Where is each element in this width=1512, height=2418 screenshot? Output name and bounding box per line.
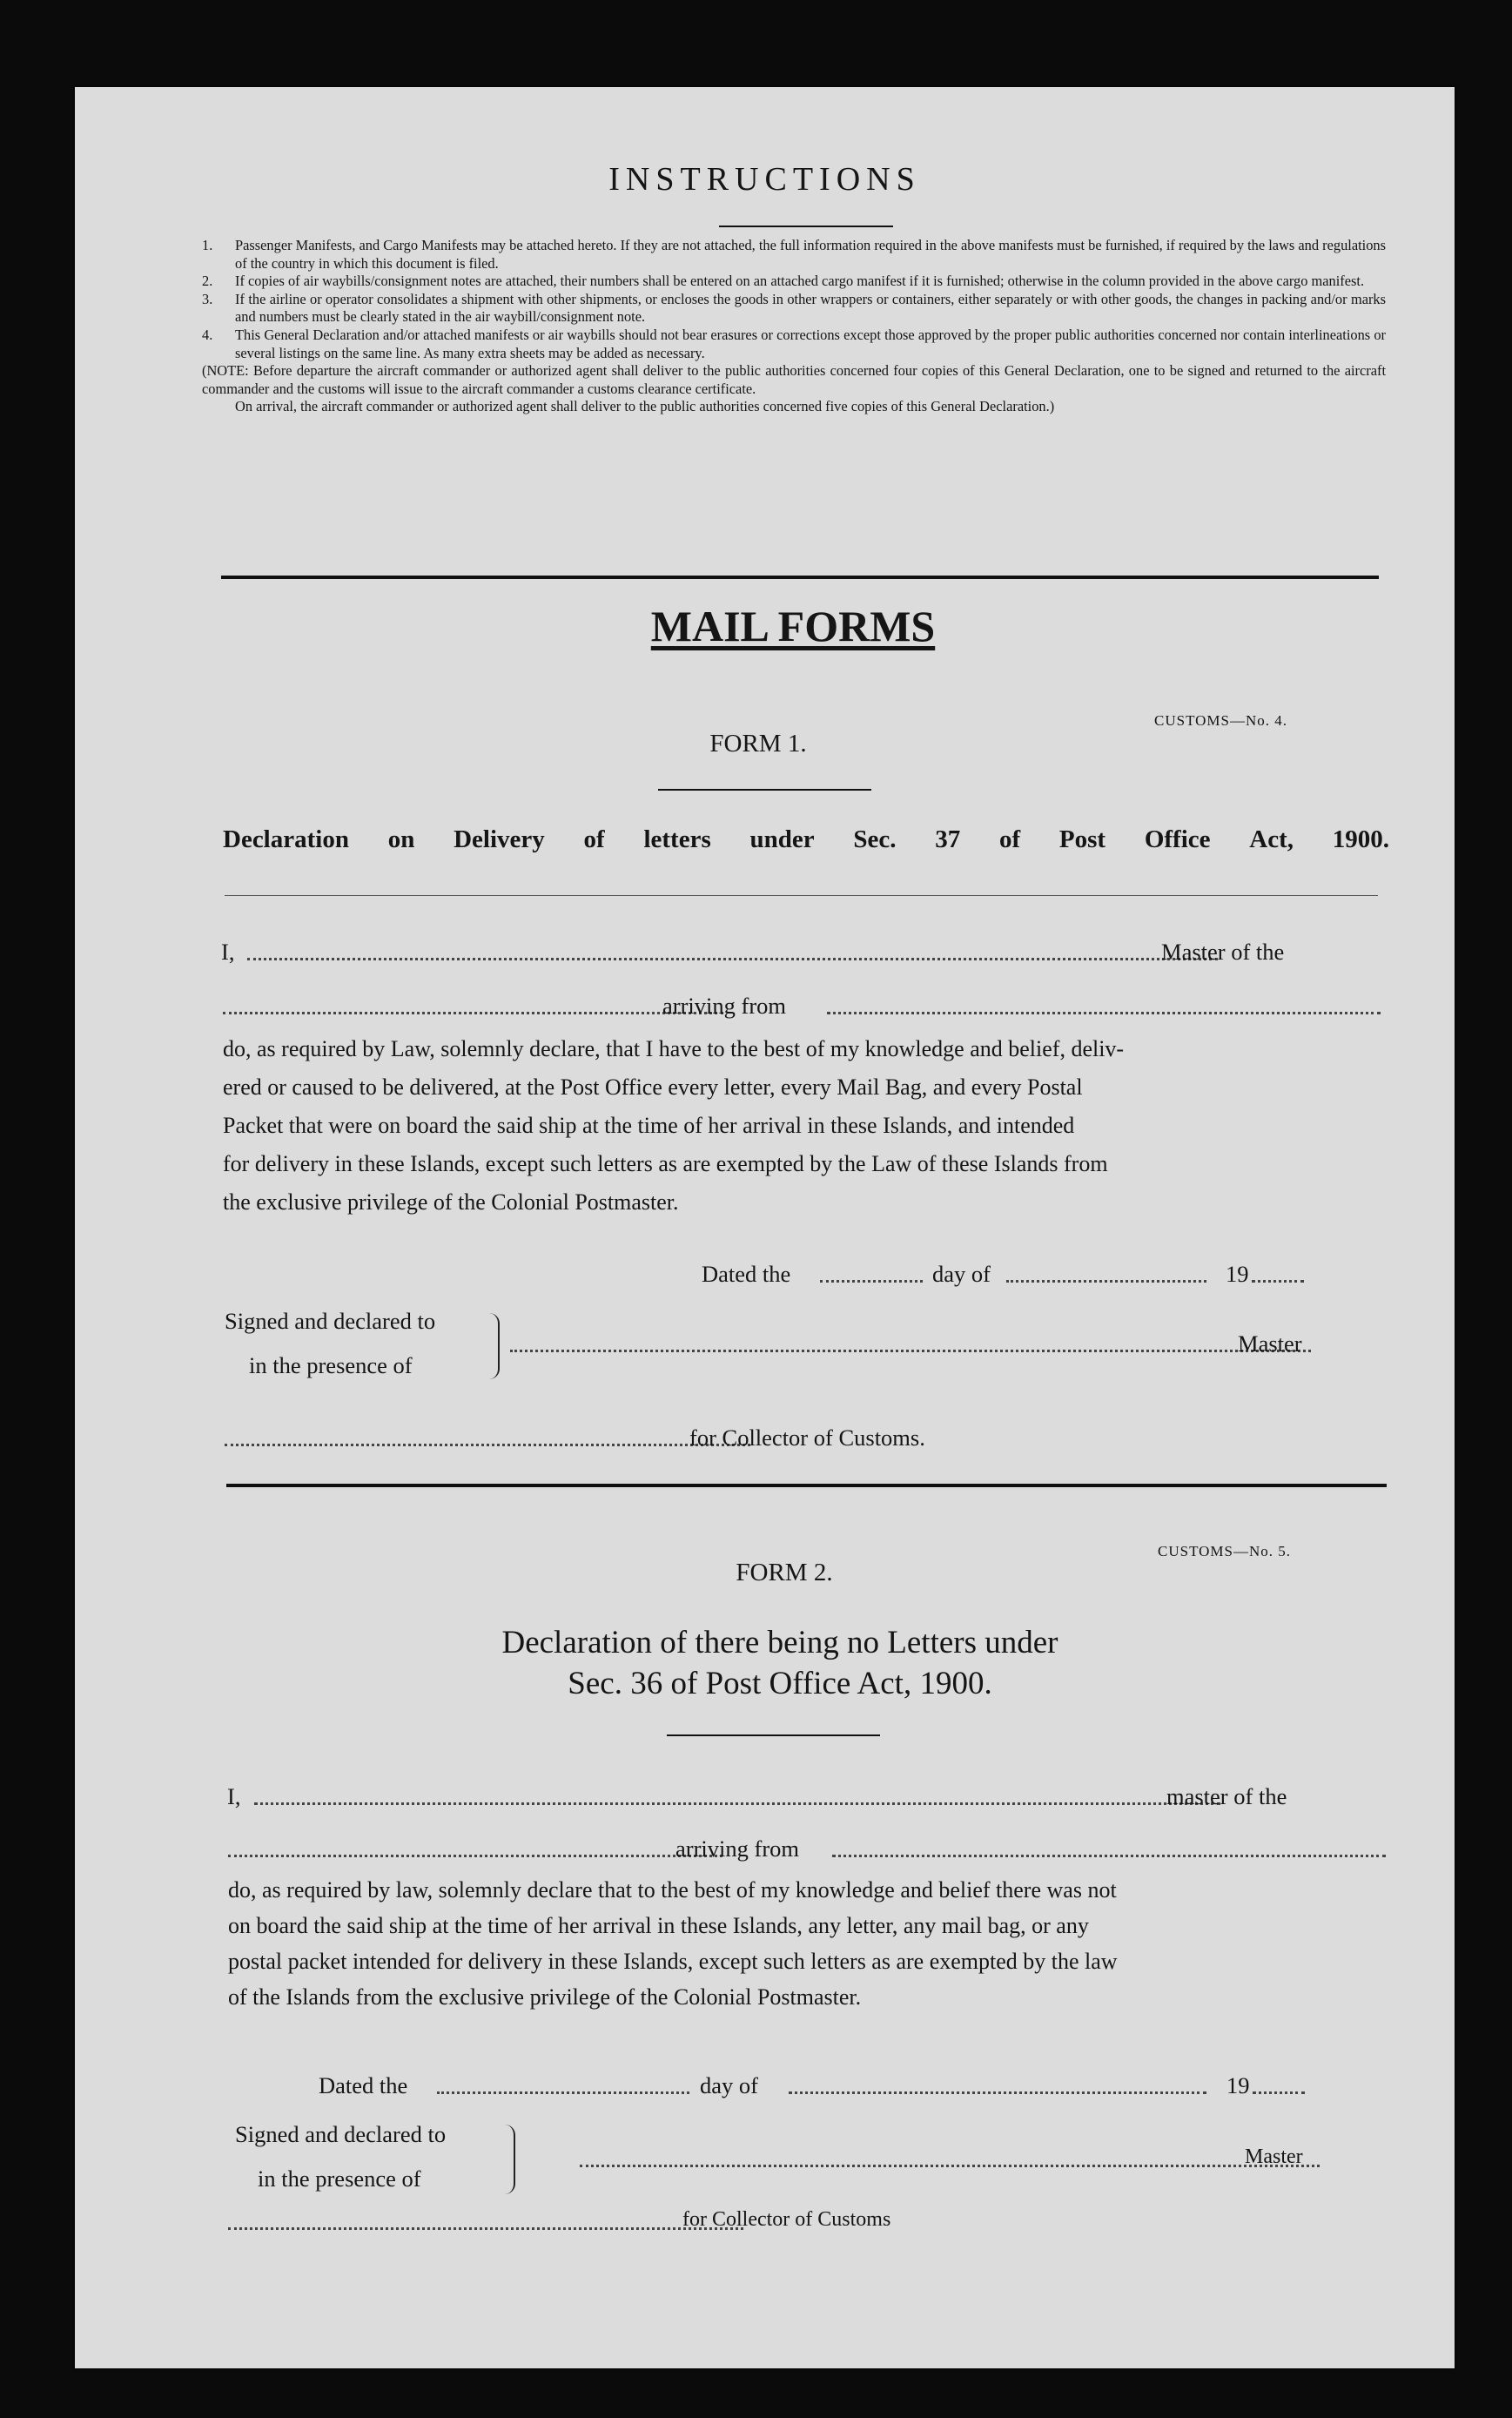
form2-presence-label: in the presence of [258,2165,421,2192]
title-underline [719,226,893,227]
form2-origin-field[interactable] [832,1855,1386,1857]
form1-brace [489,1313,500,1379]
document-page [75,87,1455,2368]
form1-declaration-text: do, as required by Law, solemnly declare, that I have to the best of my knowledge and belief, deliv- ered or caused to be delivered, at the Post Office every letter, every Mail Bag, and every Postal Packet that were on board the said ship at the time of her arrival in these Islands, and intended for delivery in these Islands, except such letters as are exempted by the Law of these Islands from the exclusive privilege of the Colonial Postmaster. [223,1036,1125,1215]
form2-day-of-label: day of [700,2072,758,2098]
form1-line1-start: I, [221,939,235,965]
form2-ship-field[interactable] [228,1855,722,1857]
form1-arriving-from: arriving from [662,993,787,1019]
instruction-item-3: 3. If the airline or operator consolidates a shipment with other shipments, or encloses the goods in other wrappers or containers, either separately or with other goods, the changes in packing and/or marks and numbers must be clearly stated in the air waybill/consignment note. [202,290,1386,326]
form1-thin-rule [225,895,1378,896]
form1-dated-label: Dated the [702,1261,791,1287]
form2-master-label: Master [1245,2145,1303,2168]
form2-heading-rule [667,1734,880,1736]
instructions-note: (NOTE: Before departure the aircraft commander or authorized agent shall deliver to the public authorities concerned four copies of this General Declaration, one to be signed and returned to the aircraft commander and the customs will issue to the aircraft commander a customs clearance certificate. [202,362,1386,397]
form2-month-field[interactable] [789,2091,1206,2094]
form2-master-signature-field[interactable] [580,2165,1320,2167]
form1-signed-label: Signed and declared to [225,1308,436,1334]
form1-collector-label: for Collector of Customs. [689,1425,925,1451]
form2-day-field[interactable] [437,2091,689,2094]
form2-year-prefix: 19 [1226,2072,1250,2098]
form2-collector-signature-field[interactable] [228,2227,743,2230]
form1-customs-number: CUSTOMS—No. 4. [1154,712,1288,729]
form2-signed-label: Signed and declared to [235,2121,447,2147]
section-divider [221,576,1379,579]
form2-arriving-from: arriving from [675,1835,800,1862]
instruction-item-4: 4. This General Declaration and/or attached manifests or air waybills should not bear erasures or corrections except those approved by the proper public authorities concerned nor contain interlineations or several listings on the same line. As many extra sheets may be added as necessary. [202,326,1386,361]
form1-title-rule [658,789,871,791]
form1-master-label: Master [1238,1330,1302,1357]
form1-day-field[interactable] [820,1280,923,1283]
form2-year-field[interactable] [1253,2091,1305,2094]
form1-year-field[interactable] [1252,1280,1304,1283]
instructions-title: INSTRUCTIONS [608,161,921,198]
form-divider [226,1484,1387,1487]
instruction-item-2: 2. If copies of air waybills/consignment notes are attached, their numbers shall be entered on an attached cargo manifest if it is furnished; otherwise in the column provided in the above cargo manifest. [202,273,1365,290]
form2-brace [505,2125,515,2194]
form2-declaration-text: do, as required by law, solemnly declare that to the best of my knowledge and belief there was not on board the said ship at the time of her arrival in these Islands, any letter, any mail bag, or any postal packet intended for delivery in these Islands, except such letters as are exempted by the law of the Islands from the exclusive privilege of the Colonial Postmaster. [228,1877,1118,2010]
form1-master-signature-field[interactable] [510,1350,1311,1352]
form1-ship-field[interactable] [223,1012,723,1014]
form1-presence-label: in the presence of [249,1352,413,1378]
form2-declaration-heading: Declaration of there being no Letters under Sec. 36 of Post Office Act, 1900. [501,1625,1058,1701]
form1-collector-signature-field[interactable] [225,1444,750,1446]
form2-line1-end: master of the [1166,1783,1287,1809]
mail-forms-title: MAIL FORMS [650,602,936,650]
form1-name-field[interactable] [247,958,1218,960]
form1-month-field[interactable] [1006,1280,1206,1283]
form2-collector-label: for Collector of Customs [682,2208,891,2231]
form1-title: FORM 1. [709,730,807,758]
form2-customs-number: CUSTOMS—No. 5. [1158,1543,1292,1559]
form2-line1-start: I, [227,1783,241,1809]
form2-title: FORM 2. [736,1559,833,1586]
instructions-list [202,237,1386,416]
form2-name-field[interactable] [254,1802,1220,1805]
form1-day-of-label: day of [932,1261,991,1287]
form1-declaration-heading: Declaration on Delivery of letters under Sec. 37 of Post Office Act, 1900. [223,825,1389,853]
form1-origin-field[interactable] [827,1012,1381,1014]
form1-line1-end: Master of the [1161,939,1285,965]
instruction-item-1: 1. Passenger Manifests, and Cargo Manifests may be attached hereto. If they are not attached, the full information required in the above manifests must be furnished, if required by the laws and regulations of the country in which this document is filed. [202,237,1386,272]
form2-dated-label: Dated the [319,2072,408,2098]
instructions-note-arrival: On arrival, the aircraft commander or authorized agent shall deliver to the public authorities concerned five copies of this General Declaration.) [235,398,1055,415]
form1-year-prefix: 19 [1226,1261,1249,1287]
